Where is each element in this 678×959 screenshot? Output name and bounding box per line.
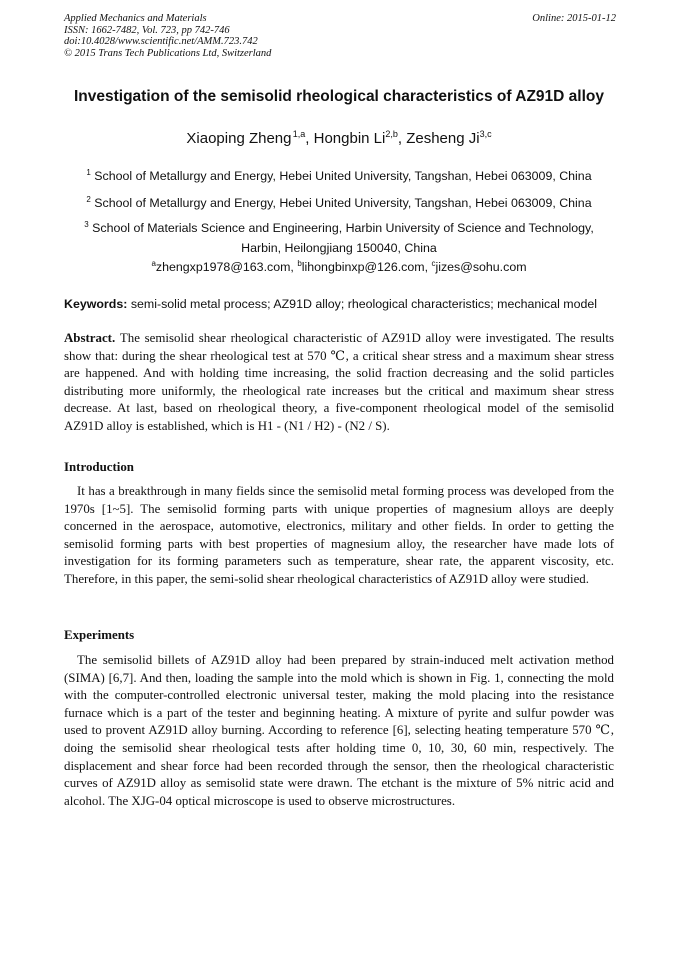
email-list	[64, 259, 614, 274]
issn-line: ISSN: 1662-7482, Vol. 723, pp 742-746	[64, 24, 230, 36]
email-address[interactable]: lihongbinxp@126.com	[301, 260, 425, 275]
author-name: Zesheng Ji	[406, 130, 480, 147]
introduction-body: It has a breakthrough in many fields since the semisolid metal forming process was developed from the 1970s [1~5]. The semisolid forming parts with unique properties of magnesium alloys are deeply concerned in the aerospace, automotive, electronics, military and other fields. In order to getting the semisolid forming parts with best properties of magnesium alloy, the researcher have made lots of investigation for its forming parameters such as temperature, shear rate, the apparent viscosity, etc. Therefore, in this paper, the semi-solid shear rheological characteristics of AZ91D alloy were studied.	[64, 484, 614, 586]
paper-title: Investigation of the semisolid rheological characteristics of AZ91D alloy	[73, 88, 604, 105]
journal-name: Applied Mechanics and Materials	[64, 13, 207, 24]
online-date: Online: 2015-01-12	[532, 13, 616, 24]
doi-line: doi:10.4028/www.scientific.net/AMM.723.742	[64, 36, 258, 47]
email-separator: ,	[424, 260, 432, 275]
affiliation	[64, 163, 614, 186]
affiliation-number: 2	[86, 195, 91, 204]
abstract-text: The semisolid shear rheological characteristic of AZ91D alloy were investigated. The results show that: during the shear rheological test at 570 ℃, a critical shear stress and a maximum shear stress are happened. And with holding time increasing, the solid fraction decreasing and the solid particles distributing more uniformly, the rheological rate increases but the critical and maximum shear stress decrease. At last, based on rheological theory, a five-component rheological model of the semisolid AZ91D alloy is established, which is H1 - (N1 / H2) - (N2 / S).	[64, 331, 614, 433]
author-affiliation-sup: 1,a	[292, 129, 306, 139]
author-name: Hongbin Li	[313, 130, 386, 147]
running-header	[64, 13, 616, 59]
section-heading-introduction: Introduction	[64, 460, 134, 474]
author-list	[40, 129, 638, 147]
author-separator: ,	[305, 130, 314, 147]
affiliation	[64, 190, 614, 213]
keywords	[64, 297, 616, 311]
section-heading-experiments: Experiments	[64, 628, 135, 642]
keywords-label: Keywords:	[64, 297, 128, 311]
email-sup: c	[431, 259, 436, 268]
affiliation-text: School of Metallurgy and Energy, Hebei United University, Tangshan, Hebei 063009, China	[94, 169, 592, 184]
affiliation	[64, 215, 614, 258]
affiliation-number: 1	[86, 168, 91, 177]
author-name: Xiaoping Zheng	[186, 130, 292, 147]
email-address[interactable]: zhengxp1978@163.com	[155, 260, 291, 275]
author-affiliation-sup: 2,b	[385, 129, 398, 139]
email-separator: ,	[290, 260, 298, 275]
abstract	[64, 330, 614, 436]
affiliation-number: 3	[84, 220, 89, 229]
keywords-text: semi-solid metal process; AZ91D alloy; rheological characteristics; mechanical model	[130, 297, 598, 311]
email-address[interactable]: jizes@sohu.com	[435, 260, 527, 275]
author-affiliation-sup: 3,c	[479, 129, 492, 139]
email-sup: a	[151, 259, 156, 268]
copyright-line: © 2015 Trans Tech Publications Ltd, Switzerland	[64, 47, 272, 59]
abstract-label: Abstract.	[64, 331, 116, 345]
email-sup: b	[297, 259, 302, 268]
affiliation-text: School of Metallurgy and Energy, Hebei United University, Tangshan, Hebei 063009, China	[94, 196, 592, 211]
affiliation-text: School of Materials Science and Engineering, Harbin University of Science and Technology, Harbin, Heilongjiang 150040, China	[92, 221, 594, 256]
author-separator: ,	[397, 130, 407, 147]
experiments-body: The semisolid billets of AZ91D alloy had been prepared by strain-induced melt activation method (SIMA) [6,7]. And then, loading the sample into the mold which is shown in Fig. 1, connecting the mold with the computer-controlled electronic universal tester, making the mold placing into the resistance furnace which is a part of the tester and beginning heating. A mixture of pyrite and sulfur powder was used to provent AZ91D alloy burning. According to reference [6], selecting heating temperature 570 ℃, doing the semisolid shear rheological tests after holding time 0, 10, 30, 60 min, respectively. The displacement and shear force had been recorded through the sensor, then the rheological characteristic curves of AZ91D alloy as semisolid state were drawn. The etchant is the mixture of 5% nitric acid and alcohol. The XJG-04 optical microscope is used to observe microstructures.	[64, 653, 614, 808]
